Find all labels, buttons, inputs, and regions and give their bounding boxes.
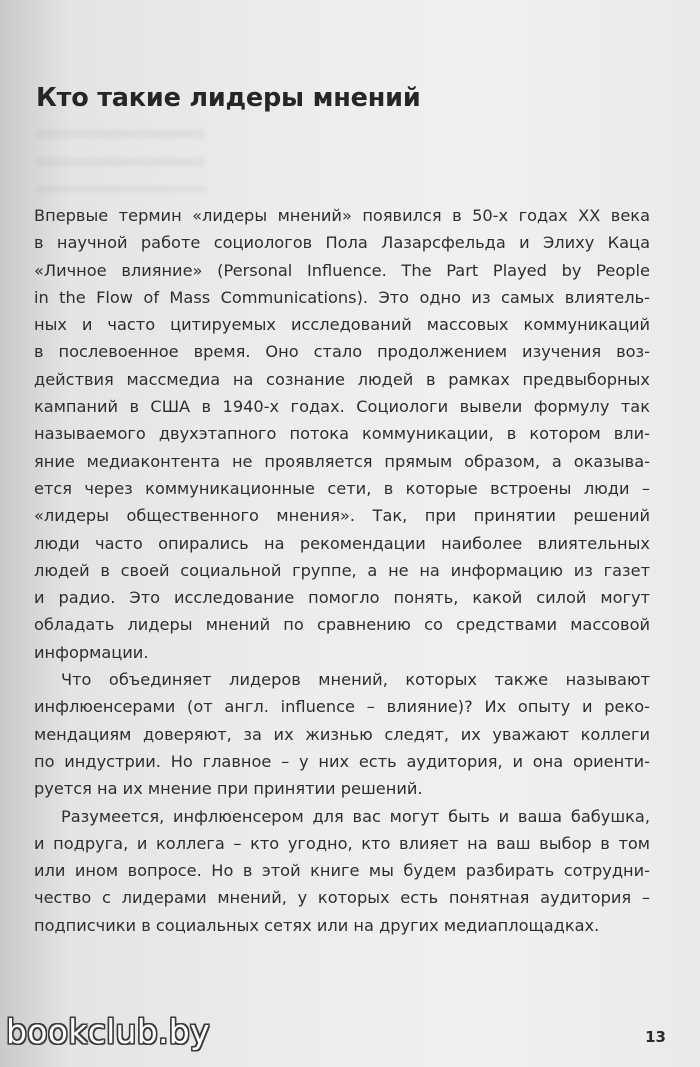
text-line: «Личное влияние» (Personal Influence. The Part Played by People	[34, 260, 650, 280]
page-number: 13	[645, 1028, 666, 1046]
text-line: Впервые термин «лидеры мнений» появился в 50-х годах XX века	[34, 206, 650, 225]
text-line: людей в своей социальной группе, а не на информацию из газет	[34, 560, 650, 580]
watermark: bookclub.by	[6, 1012, 210, 1051]
text-line: «лидеры общественного мнения». Так, при принятии решений	[34, 506, 650, 526]
paragraph-3	[34, 803, 650, 939]
paragraph-1	[34, 202, 650, 666]
text-line: действия массмедиа на сознание людей в рамках предвыборных	[34, 369, 650, 389]
text-line: ется через коммуникационные сети, в которые встроены люди –	[34, 478, 650, 498]
text-line: и радио. Это исследование помогло понять, какой силой могут	[34, 588, 650, 608]
text-line: обладать лидеры мнений по сравнению со средствами массовой	[34, 615, 650, 635]
text-line: и подруга, и коллега – кто угодно, кто влияет на ваш выбор в том	[34, 833, 650, 853]
text-line: мендациям доверяют, за их жизнью следят, их уважают коллеги	[34, 724, 650, 744]
text-line: или ином вопросе. Но в этой книге мы будем разбирать сотрудни-	[34, 861, 650, 881]
text-line: ных и часто цитируемых исследований массовых коммуникаций	[34, 315, 650, 335]
paragraph-2	[34, 666, 650, 802]
text-line: руется на их мнение при принятии решений.	[34, 779, 423, 799]
text-line: люди часто опирались на рекомендации наиболее влиятельных	[34, 533, 650, 553]
text-line: называемого двухэтапного потока коммуникации, в котором вли-	[34, 424, 650, 444]
bleed-through-text	[36, 122, 206, 192]
text-line: чество с лидерами мнений, у которых есть понятная аудитория –	[34, 888, 650, 908]
text-line: Что объединяет лидеров мнений, которых также называют	[61, 670, 650, 690]
text-line: Разумеется, инфлюенсером для вас могут быть и ваша бабушка,	[61, 806, 650, 826]
text-line: инфлюенсерами (от англ. influence – влияние)? Их опыту и реко-	[34, 697, 650, 717]
text-line: в научной работе социологов Пола Лазарсфельда и Элиху Каца	[34, 233, 650, 253]
text-line: кампаний в США в 1940-х годах. Социологи вывели формулу так	[34, 397, 650, 417]
text-line: в послевоенное время. Оно стало продолжением изучения воз-	[34, 342, 650, 362]
page-title: Кто такие лидеры мнений	[36, 83, 421, 113]
body-text	[34, 202, 650, 939]
text-line: по индустрии. Но главное – у них есть аудитория, и она ориенти-	[34, 751, 650, 771]
text-line: яние медиаконтента не проявляется прямым образом, а оказыва-	[34, 451, 650, 471]
text-line: in the Flow of Mass Communications). Это одно из самых влиятель-	[34, 287, 650, 307]
text-line: информации.	[34, 642, 149, 662]
text-line: подписчики в социальных сетях или на других медиаплощадках.	[34, 915, 600, 935]
